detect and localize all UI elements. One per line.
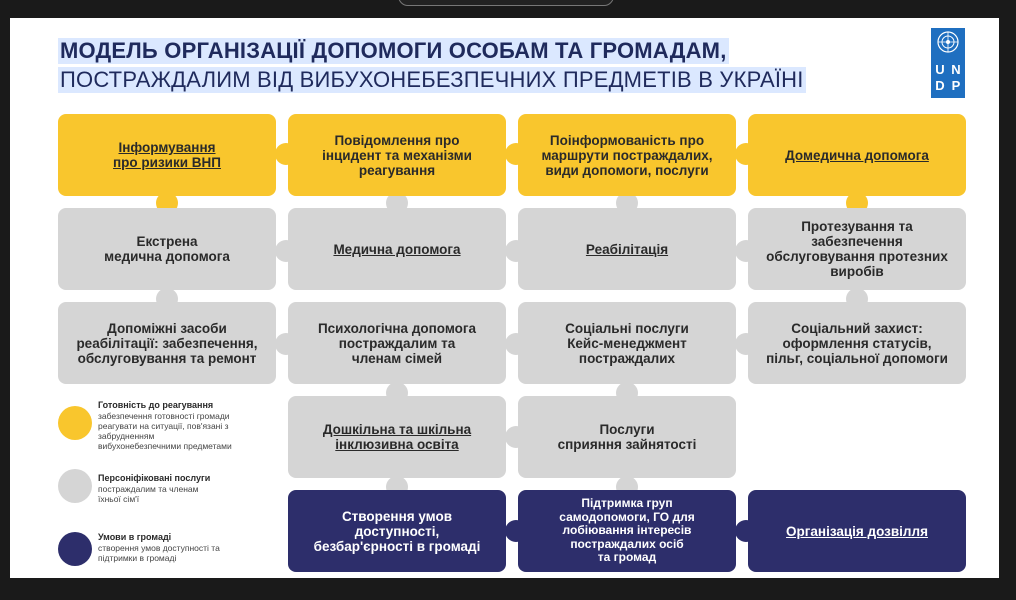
tile-label: Організація дозвілля <box>786 523 928 539</box>
un-emblem-icon <box>937 31 959 53</box>
tile-medical-care[interactable] <box>288 208 506 290</box>
legend-swatch-personal-services <box>58 469 92 503</box>
tile-label: Протезування та забезпечення обслуговування протезних виробів <box>766 219 948 279</box>
logo-letter: N <box>951 62 961 77</box>
tile-prosthetics[interactable] <box>748 208 966 290</box>
tile-label: Реабілітація <box>585 241 669 257</box>
tile-leisure[interactable] <box>748 490 966 572</box>
logo-letter: D <box>935 78 945 93</box>
legend-description: забезпечення готовності громади реагувати на ситуації, пов'язані з забрудненням вибухонебезпечними предметами <box>98 411 232 451</box>
legend-title: Готовність до реагування <box>98 400 214 410</box>
legend-swatch-community-conditions <box>58 532 92 566</box>
title-line-1: МОДЕЛЬ ОРГАНІЗАЦІЇ ДОПОМОГИ ОСОБАМ ТА ГРОМАДАМ, <box>60 38 727 63</box>
tile-label: Психологічна допомога постраждалим та членам сімей <box>317 320 477 366</box>
tile-label: Створення умов доступності, безбар'єрності в громаді <box>313 508 481 554</box>
window-top-handle <box>398 0 614 6</box>
logo-letter: P <box>951 78 961 93</box>
tile-psychological-help[interactable] <box>288 302 506 384</box>
tile-label: Екстрена медична допомога <box>104 234 230 264</box>
legend-swatch-readiness <box>58 406 92 440</box>
tile-label: Допоміжні засоби реабілітації: забезпечення, обслуговування та ремонт <box>76 320 258 366</box>
tile-rehabilitation[interactable] <box>518 208 736 290</box>
legend-title: Персоніфіковані послуги <box>98 473 211 483</box>
slide <box>10 18 999 578</box>
tile-label: Домедична допомога <box>785 147 929 163</box>
tile-label: Послуги сприяння зайнятості <box>557 422 697 452</box>
tile-inclusive-education[interactable] <box>288 396 506 478</box>
undp-letters <box>932 62 964 94</box>
tile-label: Медична допомога <box>333 241 461 257</box>
tile-label: Підтримка груп самодопомоги, ГО для лобіювання інтересів постраждалих осіб та громад <box>559 496 695 565</box>
legend-description: створення умов доступності та підтримки в громаді <box>98 543 220 563</box>
tile-social-services[interactable] <box>518 302 736 384</box>
tile-label: Соціальні послуги Кейс-менеджмент постраждалих <box>565 320 689 366</box>
tile-employment[interactable] <box>518 396 736 478</box>
legend-description: постраждалим та членам їхньої сім'ї <box>98 484 199 504</box>
tile-incident-reporting[interactable] <box>288 114 506 196</box>
tile-label: Повідомлення про інцидент та механізми реагування <box>322 132 472 178</box>
title-line-2: ПОСТРАЖДАЛИМ ВІД ВИБУХОНЕБЕЗПЕЧНИХ ПРЕДМЕТІВ В УКРАЇНІ <box>60 67 804 92</box>
tile-risk-information[interactable] <box>58 114 276 196</box>
undp-logo <box>931 28 965 98</box>
tile-social-protection[interactable] <box>748 302 966 384</box>
tile-accessibility[interactable] <box>288 490 506 572</box>
tile-referral-awareness[interactable] <box>518 114 736 196</box>
tile-label: Дошкільна та шкільна інклюзивна освіта <box>322 422 472 452</box>
tile-assistive-devices[interactable] <box>58 302 276 384</box>
logo-letter: U <box>935 62 945 77</box>
tile-emergency-care[interactable] <box>58 208 276 290</box>
tile-label: Поінформованість про маршрути постраждалих, види допомоги, послуги <box>541 132 713 178</box>
tile-label: Соціальний захист: оформлення статусів, пільг, соціальної допомоги <box>766 320 948 366</box>
legend-title: Умови в громаді <box>98 532 172 542</box>
tile-first-aid[interactable] <box>748 114 966 196</box>
tile-label: Інформування про ризики ВНП <box>113 140 221 170</box>
tile-self-help-groups[interactable] <box>518 490 736 572</box>
